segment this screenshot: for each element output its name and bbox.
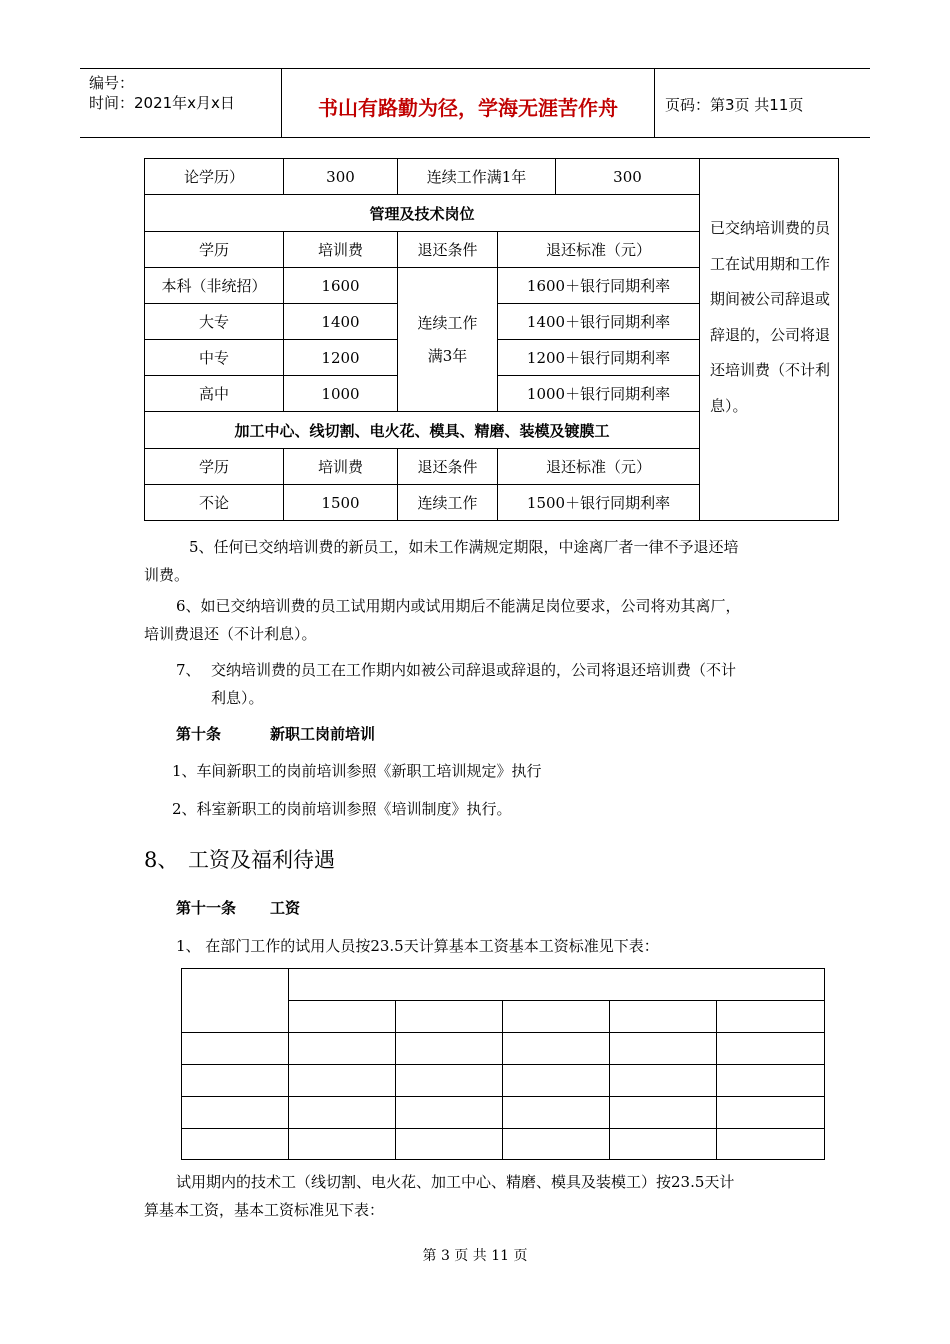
table-cell: 1500＋银行同期利率 bbox=[497, 484, 700, 521]
table-cell bbox=[181, 1128, 289, 1160]
table-cell bbox=[502, 1128, 610, 1160]
article-10-item-1: 1、车间新职工的岗前培训参照《新职工培训规定》执行 bbox=[172, 762, 542, 780]
condition-line-2: 满3年 bbox=[427, 346, 468, 365]
page-footer: 第 3 页 共 11 页 bbox=[422, 1248, 528, 1264]
table-cell: 1400 bbox=[283, 303, 398, 340]
page-header bbox=[80, 68, 870, 138]
table-cell bbox=[395, 1096, 503, 1129]
paragraph-6-line-1: 6、如已交纳培训费的员工试用期内或试用期后不能满足岗位要求，公司将劝其离厂， bbox=[176, 597, 741, 615]
column-header: 退还标准（元） bbox=[497, 448, 700, 485]
section-8-number: 8、 bbox=[144, 848, 179, 872]
table-cell: 1000＋银行同期利率 bbox=[497, 375, 700, 412]
column-header: 退还条件 bbox=[397, 448, 498, 485]
table-cell bbox=[609, 1128, 717, 1160]
header-page-number: 页码：第3页 共11页 bbox=[665, 96, 804, 114]
table-cell bbox=[502, 1000, 610, 1033]
table-cell bbox=[395, 1032, 503, 1065]
paragraph-5-line-1: 5、任何已交纳培训费的新员工，如未工作满规定期限，中途离厂者一律不予退还培 bbox=[189, 538, 739, 556]
table-cell: 1500 bbox=[283, 484, 398, 521]
table-cell bbox=[395, 1000, 503, 1033]
table-cell: 大专 bbox=[144, 303, 284, 340]
table-cell bbox=[716, 1032, 825, 1065]
table-cell bbox=[288, 1128, 396, 1160]
table-cell bbox=[502, 1064, 610, 1097]
column-header: 学历 bbox=[144, 448, 284, 485]
article-10-title: 新职工岗前培训 bbox=[270, 725, 376, 743]
table-cell bbox=[716, 1064, 825, 1097]
column-header: 培训费 bbox=[283, 231, 398, 268]
table-cell bbox=[288, 1032, 396, 1065]
column-header: 培训费 bbox=[283, 448, 398, 485]
article-11-title: 工资 bbox=[270, 899, 301, 917]
table-cell bbox=[181, 968, 289, 1033]
article-10-item-2: 2、科室新职工的岗前培训参照《培训制度》执行。 bbox=[172, 800, 512, 818]
column-header: 学历 bbox=[144, 231, 284, 268]
article-11-number: 第十一条 bbox=[176, 899, 237, 917]
table-cell bbox=[288, 1000, 396, 1033]
table-cell bbox=[181, 1096, 289, 1129]
paragraph-5-line-2: 训费。 bbox=[144, 566, 190, 584]
section-title-management: 管理及技术岗位 bbox=[144, 194, 700, 232]
header-meta bbox=[80, 69, 280, 137]
condition-line-1: 连续工作 bbox=[417, 313, 478, 332]
table-cell bbox=[609, 1096, 717, 1129]
table-cell bbox=[288, 1096, 396, 1129]
table-cell: 1400＋银行同期利率 bbox=[497, 303, 700, 340]
refund-side-note: 已交纳培训费的员工在试用期和工作期间被公司辞退或辞退的，公司将退还培训费（不计利息）。 bbox=[699, 158, 839, 521]
article-11-item-1: 1、 在部门工作的试用人员按23.5天计算基本工资基本工资标准见下表： bbox=[176, 937, 659, 955]
table-cell bbox=[716, 1128, 825, 1160]
table-cell: 300 bbox=[283, 158, 398, 195]
header-motto-cell bbox=[281, 69, 655, 137]
table-cell: 连续工作 bbox=[397, 484, 498, 521]
table-cell: 1000 bbox=[283, 375, 398, 412]
table-cell bbox=[181, 1064, 289, 1097]
table-cell bbox=[716, 1096, 825, 1129]
table-cell: 1200＋银行同期利率 bbox=[497, 339, 700, 376]
table-cell bbox=[502, 1096, 610, 1129]
table-cell: 300 bbox=[555, 158, 700, 195]
table-cell: 本科（非统招） bbox=[144, 267, 284, 304]
table-cell: 不论 bbox=[144, 484, 284, 521]
table-cell bbox=[395, 1128, 503, 1160]
paragraph-6-line-2: 培训费退还（不计利息）。 bbox=[144, 625, 317, 643]
table-cell: 论学历） bbox=[144, 158, 284, 195]
header-motto: 书山有路勤为径，学海无涯苦作舟 bbox=[318, 96, 618, 120]
table-cell bbox=[609, 1000, 717, 1033]
column-header: 退还条件 bbox=[397, 231, 498, 268]
table-cell: 连续工作满1年 bbox=[397, 158, 556, 195]
table-cell bbox=[288, 968, 825, 1001]
paragraph-7-number: 7、 bbox=[176, 661, 201, 679]
paragraph-7-line-1: 交纳培训费的员工在工作期内如被公司辞退或辞退的，公司将退还培训费（不计 bbox=[211, 661, 737, 679]
header-time: 时间：2021年x月x日 bbox=[89, 94, 235, 112]
table-cell: 1200 bbox=[283, 339, 398, 376]
article-10-number: 第十条 bbox=[176, 725, 222, 743]
table-cell: 1600＋银行同期利率 bbox=[497, 267, 700, 304]
section-title-technical: 加工中心、线切割、电火花、模具、精磨、装模及镀膜工 bbox=[144, 411, 700, 449]
table-cell bbox=[716, 1000, 825, 1033]
technician-paragraph-line-2: 算基本工资，基本工资标准见下表： bbox=[144, 1201, 385, 1219]
section-8-title: 工资及福利待遇 bbox=[188, 848, 335, 872]
table-cell bbox=[609, 1064, 717, 1097]
table-cell bbox=[502, 1032, 610, 1065]
condition-merged-cell bbox=[397, 267, 498, 412]
paragraph-7-line-2: 利息）。 bbox=[211, 689, 264, 707]
column-header: 退还标准（元） bbox=[497, 231, 700, 268]
table-cell bbox=[181, 1032, 289, 1065]
table-cell: 1600 bbox=[283, 267, 398, 304]
technician-paragraph-line-1: 试用期内的技术工（线切割、电火花、加工中心、精磨、模具及装模工）按23.5天计 bbox=[176, 1173, 735, 1191]
header-page-cell bbox=[655, 69, 870, 137]
table-cell bbox=[609, 1032, 717, 1065]
table-cell bbox=[395, 1064, 503, 1097]
table-cell bbox=[288, 1064, 396, 1097]
table-cell: 高中 bbox=[144, 375, 284, 412]
table-cell: 中专 bbox=[144, 339, 284, 376]
header-number: 编号： bbox=[89, 74, 135, 92]
